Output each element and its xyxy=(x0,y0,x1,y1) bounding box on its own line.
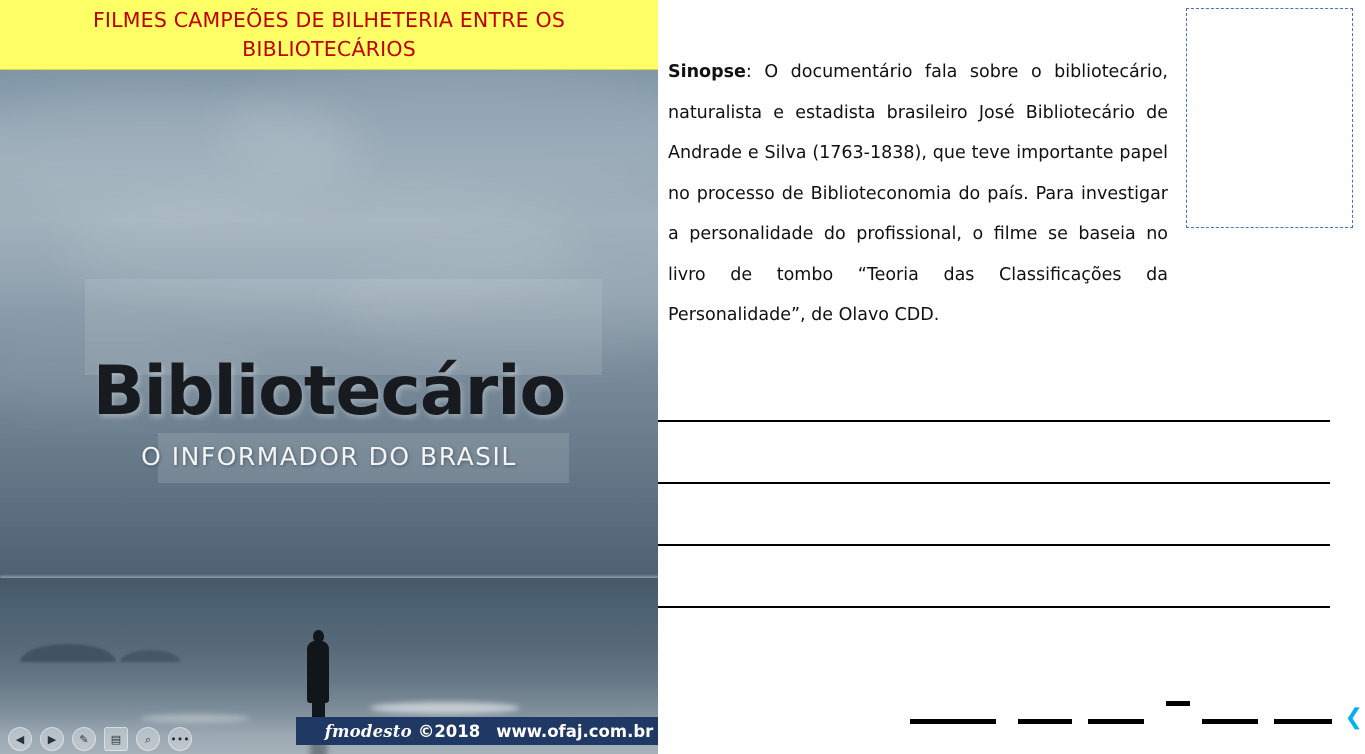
dashed-rule-group xyxy=(910,710,1330,724)
synopsis-block xyxy=(668,52,1168,336)
dash-segment xyxy=(910,719,996,724)
right-text-panel xyxy=(658,0,1365,754)
dash-segment xyxy=(1088,719,1144,724)
slideshow-player-toolbar xyxy=(0,724,240,754)
slide-title-text: FILMES CAMPEÕES DE BILHETERIA ENTRE OS BIBLIOTECÁRIOS xyxy=(92,7,566,61)
credit-website[interactable]: www.ofaj.com.br xyxy=(496,721,654,741)
rule-line xyxy=(658,420,1330,422)
left-media-panel xyxy=(0,0,658,754)
slide-overview-button[interactable]: ▤ xyxy=(104,727,128,751)
wave-shape xyxy=(370,702,520,714)
credit-author: fmodesto xyxy=(324,721,412,741)
credit-bar xyxy=(296,717,658,745)
rule-line xyxy=(658,544,1330,546)
synopsis-text: O documentário fala sobre o bibliotecário, naturalista e estadista brasileiro José Bibliotecário de Andrade e Silva (1763-1838), que teve importante papel no processo de Biblioteconomia do país. Para investigar a personalidade do profissional, o filme se baseia no livro de tombo “Teoria das Classificações da Personalidade”, de Olavo CDD. xyxy=(668,62,1168,325)
dash-segment xyxy=(1202,719,1258,724)
more-options-button[interactable]: ••• xyxy=(168,727,192,751)
slide-title-banner xyxy=(0,0,658,70)
rule-line xyxy=(658,606,1330,608)
rule-line xyxy=(658,482,1330,484)
zoom-button[interactable]: ⌕ xyxy=(136,727,160,751)
credit-copyright: ©2018 xyxy=(417,721,481,741)
play-slide-button[interactable]: ▶ xyxy=(40,727,64,751)
wave-shape xyxy=(140,714,250,723)
dash-segment xyxy=(1018,719,1072,724)
poster-title: Bibliotecário xyxy=(92,352,566,431)
image-placeholder[interactable] xyxy=(1186,8,1353,228)
silhouette-body xyxy=(307,641,329,703)
synopsis-label-colon: : xyxy=(745,62,752,82)
synopsis-label: Sinopse xyxy=(668,62,746,82)
previous-slide-button[interactable]: ◀ xyxy=(8,727,32,751)
dash-segment xyxy=(1274,719,1332,724)
movie-poster-image xyxy=(0,70,658,754)
mouse-cursor: ❮ xyxy=(1344,705,1363,730)
dash-segment-raised xyxy=(1166,701,1190,706)
ruled-lines-group xyxy=(658,420,1330,668)
poster-subtitle: O INFORMADOR DO BRASIL xyxy=(141,442,517,471)
pen-tool-button[interactable]: ✎ xyxy=(72,727,96,751)
